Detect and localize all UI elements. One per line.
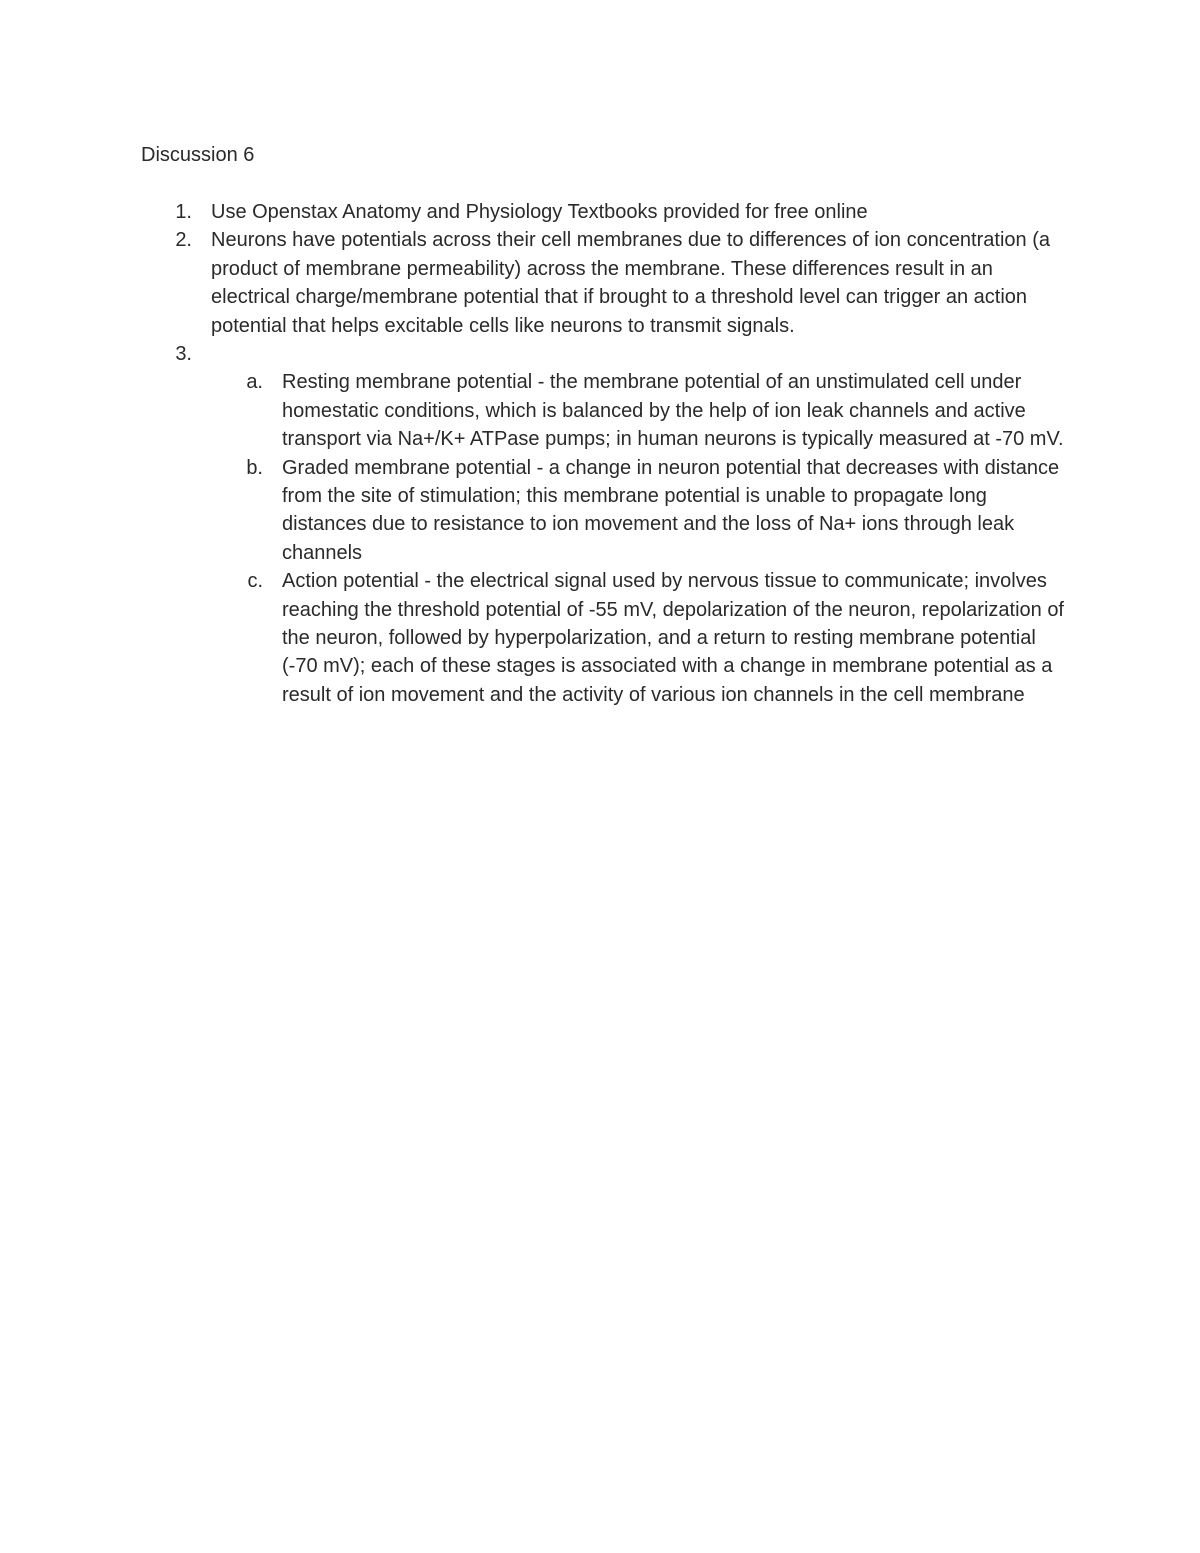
sub-list-item — [0, 368, 1200, 453]
sub-list-item-marker: a. — [246, 371, 263, 394]
list-item — [0, 198, 1200, 226]
sub-list-item — [0, 454, 1200, 568]
list-item-marker: 3. — [175, 343, 192, 366]
document-title: Discussion 6 — [141, 144, 255, 166]
sub-lettered-list — [0, 368, 1200, 709]
sub-list-item — [0, 567, 1200, 709]
list-item-marker: 1. — [175, 201, 192, 223]
list-item-marker: 2. — [175, 229, 192, 252]
sub-list-item-text: Resting membrane potential - the membrane potential of an unstimulated cell under homestatic conditions, which is balanced by the help of ion leak channels and active transport via Na+/K+ ATPase pumps; in human neurons is typically measured at -70 mV. — [282, 371, 1064, 451]
list-item-text: Use Openstax Anatomy and Physiology Textbooks provided for free online — [211, 201, 868, 223]
list-item-text — [211, 340, 1200, 368]
list-item — [0, 226, 1200, 340]
list-item-text: Neurons have potentials across their cell membranes due to differences of ion concentration (a product of membrane permeability) across the membrane. These differences result in an electrical charge/membrane potential that if brought to a threshold level can trigger an action potential that helps excitable cells like neurons to transmit signals. — [211, 229, 1050, 337]
main-numbered-list — [0, 198, 1200, 709]
sub-list-item-marker: c. — [247, 570, 263, 593]
sub-list-item-marker: b. — [246, 456, 263, 479]
sub-list-item-text: Action potential - the electrical signal used by nervous tissue to communicate; involves reaching the threshold potential of -55 mV, depolarization of the neuron, repolarization of the neuron, followed by hyperpolarization, and a return to resting membrane potential (-70 mV); each of these stages is associated with a change in membrane potential as a result of ion movement and the activity of various ion channels in the cell membrane — [282, 570, 1064, 706]
list-item — [0, 340, 1200, 709]
sub-list-item-text: Graded membrane potential - a change in neuron potential that decreases with distance from the site of stimulation; this membrane potential is unable to propagate long distances due to resistance to ion movement and the loss of Na+ ions through leak channels — [282, 456, 1060, 564]
